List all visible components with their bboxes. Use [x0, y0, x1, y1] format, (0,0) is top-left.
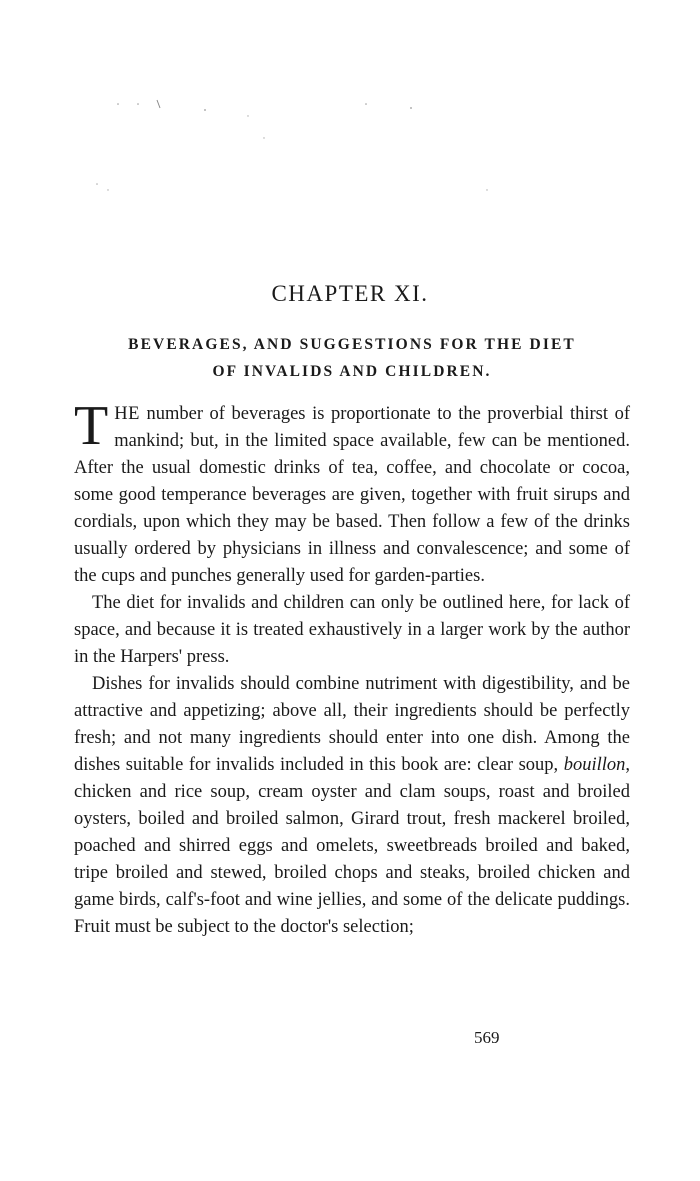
paper-specks	[0, 0, 700, 260]
drop-cap: T	[74, 395, 109, 457]
first-word: HE	[114, 404, 140, 424]
italic-term: bouillon	[563, 755, 626, 775]
subtitle-line-1: BEVERAGES, AND SUGGESTIONS FOR THE DIET	[128, 336, 576, 353]
paragraph-3-text-a: Dishes for invalids should combine nutriment with digestibility, and be attractive and appetizing; above all, their ingredients should be perfectly fresh; and not many ingredients should enter into one dish. Among the dishes suitable for invalids included in this book are: clear soup,	[74, 674, 630, 775]
paragraph-1	[74, 395, 630, 590]
subtitle-line-2: OF INVALIDS AND CHILDREN.	[212, 363, 492, 380]
paragraph-3	[74, 671, 630, 941]
paragraph-3-text-b: , chicken and rice soup, cream oyster and clam soups, roast and broiled oysters, boiled and broiled salmon, Girard trout, fresh mackerel broiled, poached and shirred eggs and omelets, sweetbreads broiled and baked, tripe broiled and stewed, broiled chops and steaks, broiled chicken and game birds, calf's-foot and wine jellies, and some of the delicate puddings. Fruit must be subject to the doctor's selection;	[74, 755, 630, 937]
chapter-body	[74, 395, 630, 941]
chapter-heading: CHAPTER XI.	[271, 281, 429, 306]
paragraph-2: The diet for invalids and children can only be outlined here, for lack of space, and because it is treated exhaustively in a larger work by the author in the Harpers' press.	[74, 593, 630, 667]
page-number: 569	[474, 1028, 500, 1047]
paragraph-1-text: number of beverages is proportionate to the proverbial thirst of mankind; but, in the limited space available, few can be mentioned. After the usual domestic drinks of tea, coffee, and chocolate or cocoa, some good temperance beverages are given, together with fruit sirups and cordials, upon which they may be based. Then follow a few of the drinks usually ordered by physicians in illness and convalescence; and some of the cups and punches generally used for garden-parties.	[74, 404, 630, 586]
chapter-subtitle	[74, 331, 630, 385]
